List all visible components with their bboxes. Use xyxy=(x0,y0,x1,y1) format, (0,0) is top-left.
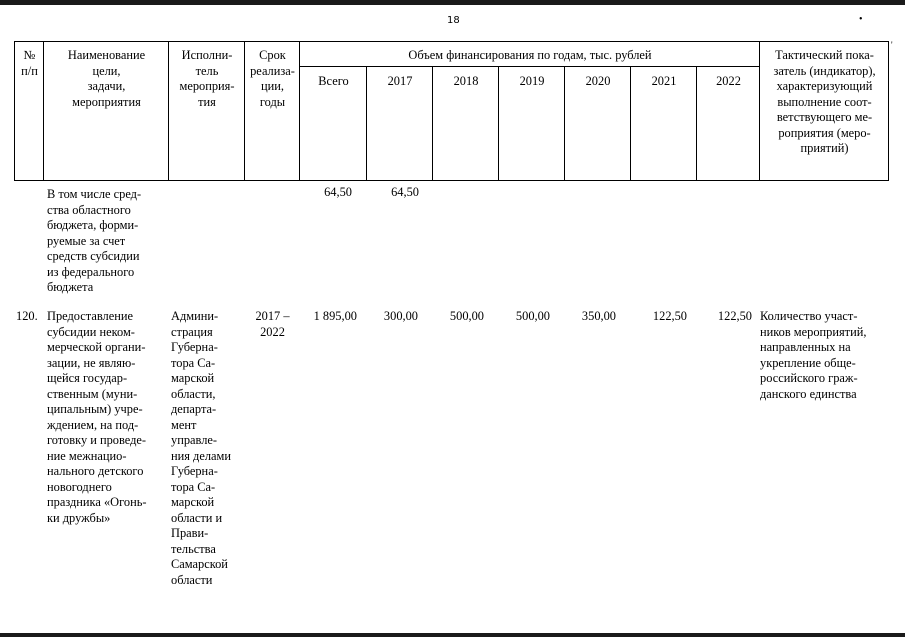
header-funding-group: Объем финансирования по годам, тыс. рублей xyxy=(408,48,652,62)
row-total: 64,50 xyxy=(324,185,352,199)
bottom-border xyxy=(0,633,905,637)
header-indicator: Тактический пока- затель (индикатор), характеризующий выполнение соот- ветствующего ме- роприятия (меро- приятий) xyxy=(773,48,876,155)
row-value-2022: 122,50 xyxy=(717,309,752,323)
row-value-2018: 500,00 xyxy=(449,309,484,323)
row-value-2019: 500,00 xyxy=(515,309,550,323)
header-year: 2019 xyxy=(519,74,545,88)
header-year: 2022 xyxy=(716,74,741,88)
header-name: Наименование цели, задачи, мероприятия xyxy=(67,48,146,109)
header-year: 2020 xyxy=(585,74,611,88)
header-executor: Исполни- тель мероприя- тия xyxy=(179,48,235,109)
row-name: В том числе сред- ства областного бюджета, форми- руемые за счет средств субсидии из федерального бюджета xyxy=(47,187,142,294)
row-value-2017: 64,50 xyxy=(391,185,419,199)
row-name: Предоставление субсидии неком- мерческой органи- зации, не являю- щейся государ- ственным (муни- ципальным) учре- ждением, на под- готовку и проведе- ние межнацио- нального детского новогоднего праздника «Огонь- ки дружбы» xyxy=(47,309,147,525)
header-total: Всего xyxy=(318,74,349,88)
header-term: Срок реализа- ции, годы xyxy=(250,48,295,109)
header-year: 2021 xyxy=(651,74,677,88)
row-term: 2017 – 2022 xyxy=(255,309,290,339)
page-number: 18 xyxy=(447,15,460,26)
scan-mark: ' xyxy=(891,40,893,50)
row-value-2020: 350,00 xyxy=(581,309,616,323)
row-value-2021: 122,50 xyxy=(652,309,687,323)
row-indicator: Количество участ- ников мероприятий, направленных на укрепление обще- российского граж- данского единства xyxy=(760,309,867,401)
top-border xyxy=(0,0,905,5)
row-number: 120. xyxy=(16,309,38,323)
header-year: 2018 xyxy=(453,74,479,88)
row-executor: Админи- страция Губерна- тора Са- марской области, департа- мент управле- ния делами Губерна- тора Са- марской области и Прави- тельства Самарской области xyxy=(171,309,232,587)
header-year: 2017 xyxy=(387,74,413,88)
header-number: № п/п xyxy=(21,48,38,78)
row-value-2017: 300,00 xyxy=(383,309,418,323)
row-total: 1 895,00 xyxy=(313,309,357,323)
scan-mark: • xyxy=(859,14,863,25)
